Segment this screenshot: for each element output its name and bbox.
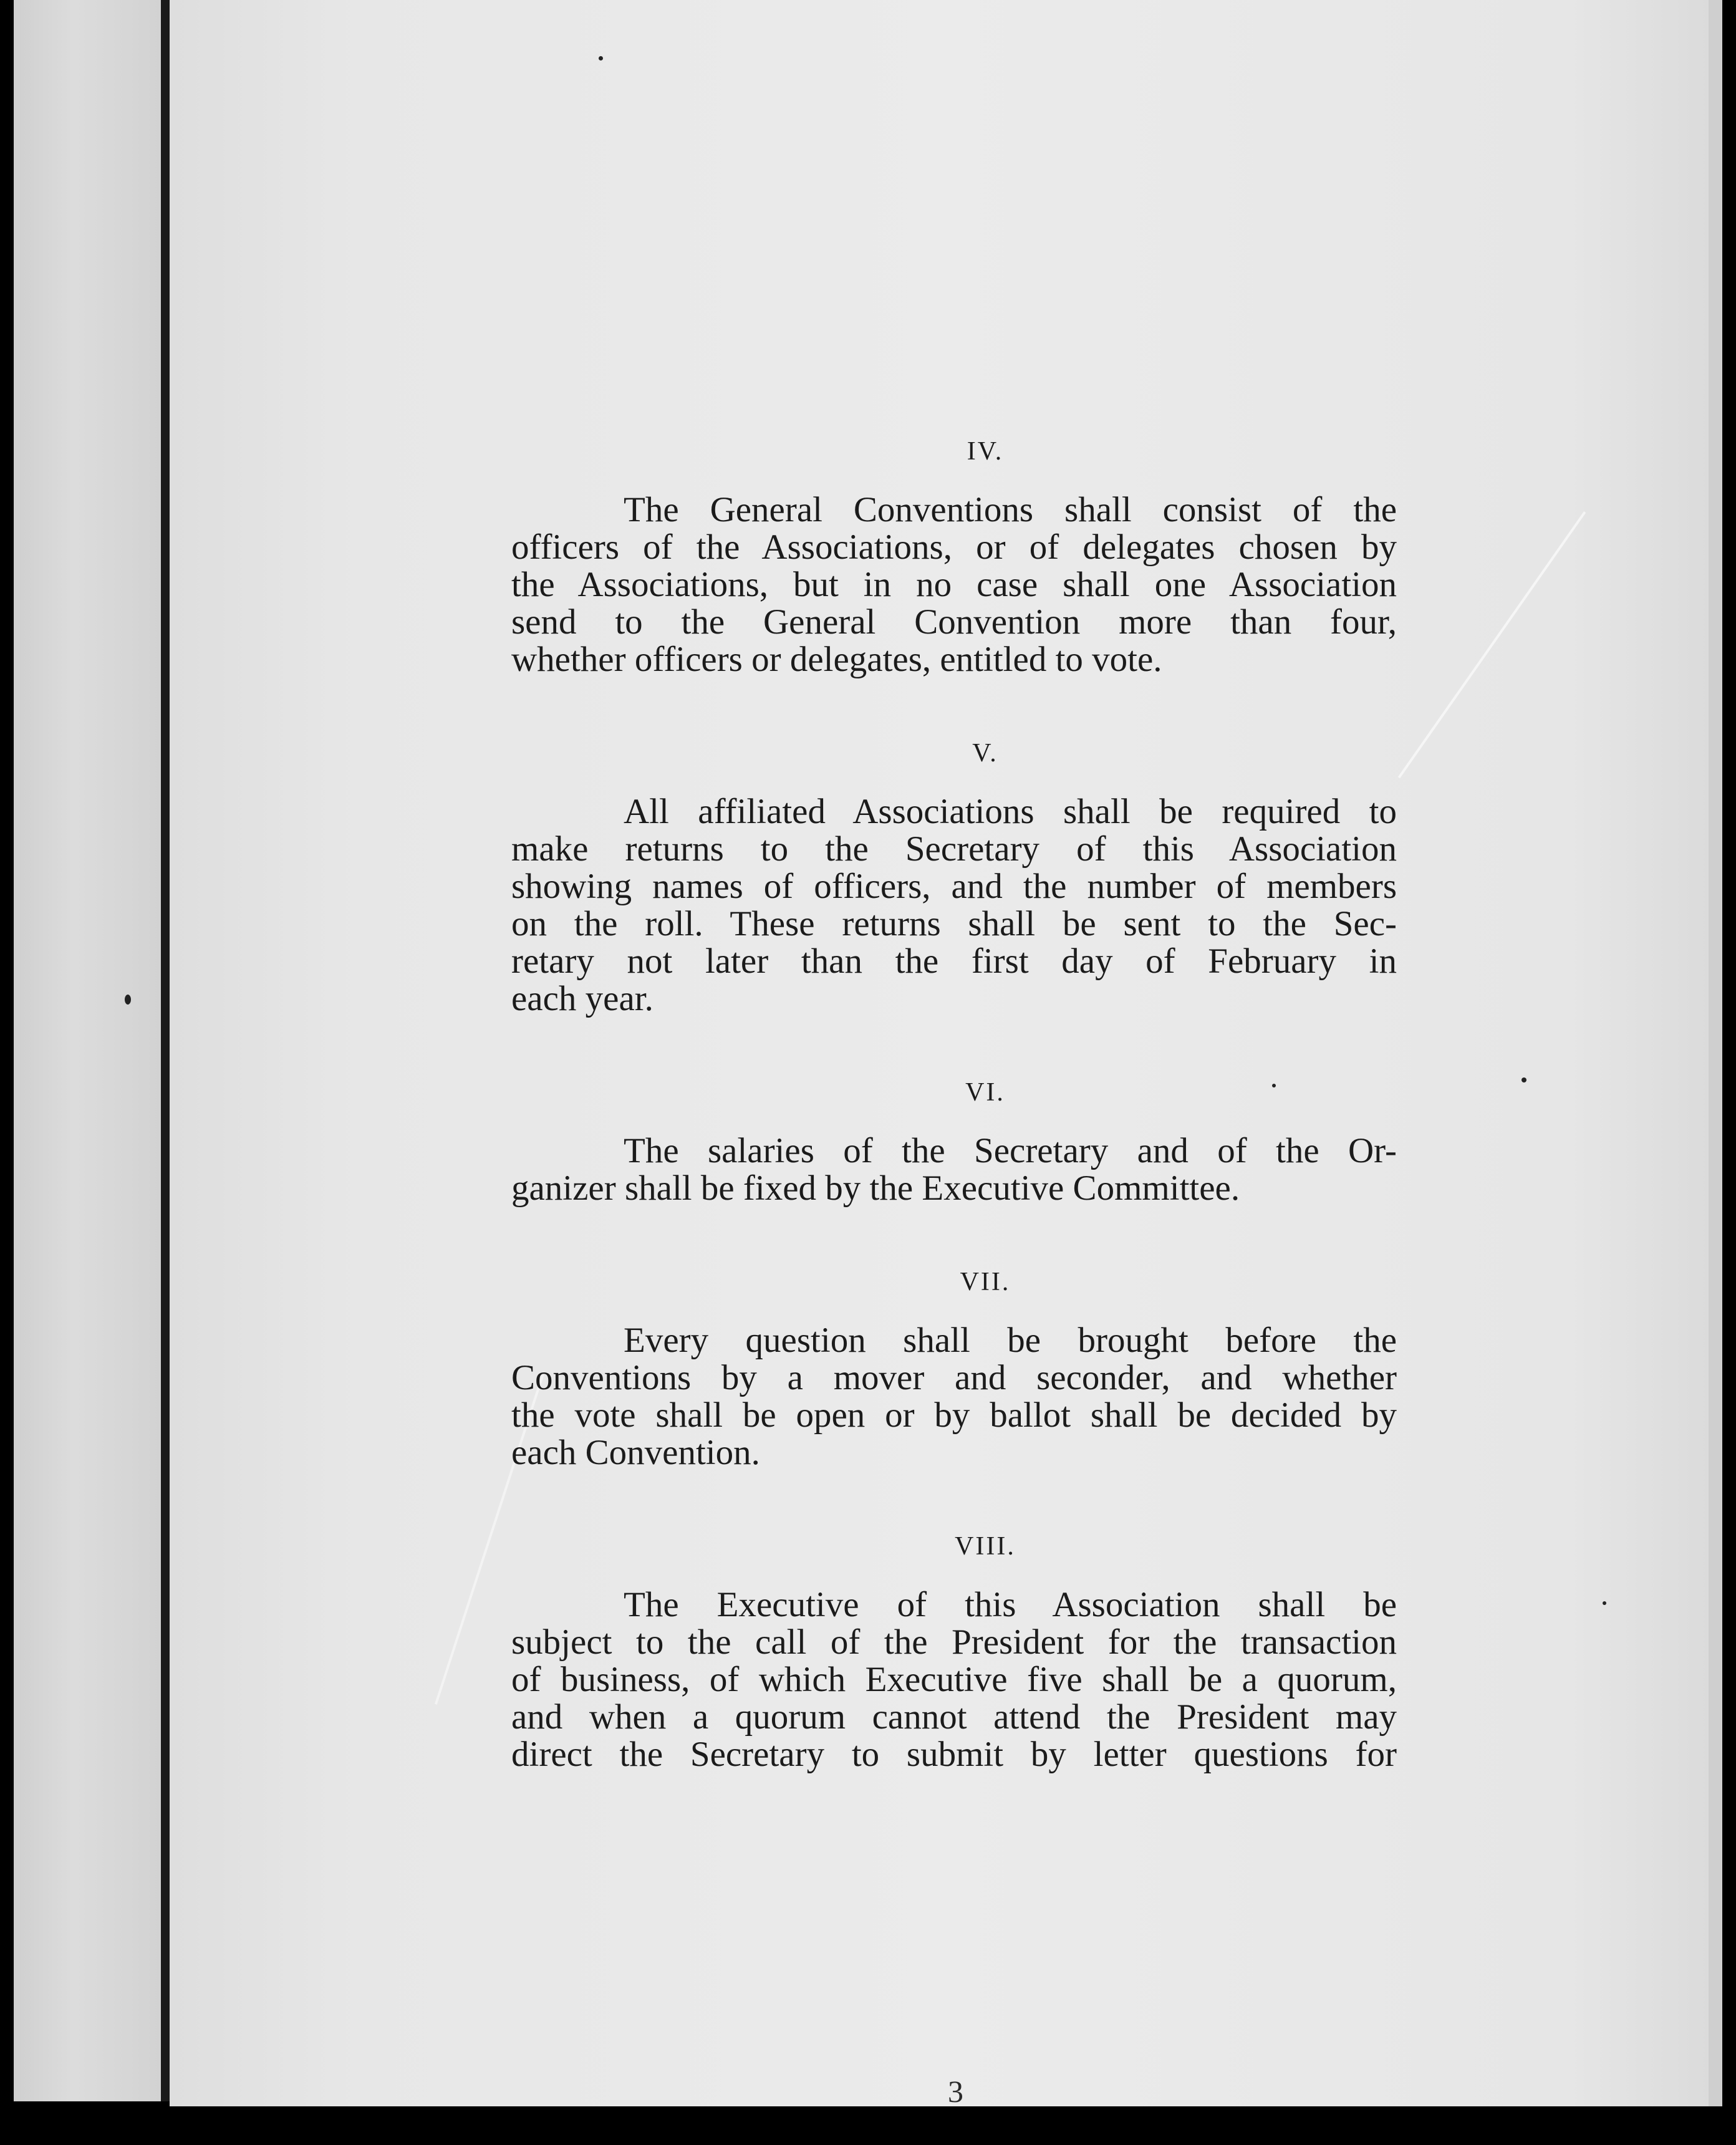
article-section [511, 1267, 1397, 1472]
text-line: the Associations, but in no case shall one Association [511, 565, 1397, 604]
article-section [511, 1077, 1397, 1207]
text-line: showing names of officers, and the number of members [511, 867, 1397, 906]
text-line: whether officers or delegates, entitled to vote. [511, 640, 1162, 679]
article-section [511, 1531, 1397, 1773]
text-line: ganizer shall be fixed by the Executive Committee. [511, 1169, 1240, 1208]
previous-leaf-edge [14, 0, 162, 2101]
text-line: of business, of which Executive five shall be a quorum, [511, 1660, 1397, 1699]
section-heading: IV. [967, 437, 1004, 466]
text-line: subject to the call of the President for the transaction [511, 1622, 1397, 1662]
page-number: 3 [948, 2074, 963, 2109]
section-body [511, 1132, 1397, 1207]
section-body [511, 793, 1397, 1018]
text-line: Every question shall be brought before the [624, 1321, 1397, 1360]
text-line: All affiliated Associations shall be required to [624, 792, 1397, 831]
scan-speck [599, 56, 603, 60]
text-line: retary not later than the first day of February in [511, 942, 1397, 981]
text-line: Conventions by a mover and seconder, and whether [511, 1358, 1397, 1397]
text-line: send to the General Convention more than four, [511, 602, 1397, 642]
scan-speck [1521, 1077, 1526, 1082]
article-section [511, 436, 1397, 678]
text-line: officers of the Associations, or of delegates chosen by [511, 528, 1397, 567]
section-heading: VII. [960, 1268, 1011, 1296]
text-line: The salaries of the Secretary and of the Or- [624, 1131, 1397, 1170]
article-section [511, 738, 1397, 1018]
section-body [511, 1322, 1397, 1472]
bottom-margin [0, 2106, 1736, 2145]
text-line: make returns to the Secretary of this Association [511, 829, 1397, 869]
text-line: each year. [511, 979, 653, 1018]
scan-speck [1603, 1601, 1606, 1605]
section-heading: V. [972, 739, 998, 768]
scan-speck [125, 995, 131, 1005]
section-heading: VIII. [955, 1532, 1016, 1561]
text-line: the vote shall be open or by ballot shall be decided by [511, 1395, 1397, 1435]
section-body [511, 1586, 1397, 1773]
text-line: The Executive of this Association shall be [624, 1585, 1397, 1624]
section-heading: VI. [965, 1078, 1005, 1107]
page-right-edge [1709, 0, 1722, 2106]
text-line: on the roll. These returns shall be sent to the Sec- [511, 904, 1397, 943]
article-text [511, 436, 1397, 1773]
text-line: direct the Secretary to submit by letter questions for [511, 1735, 1397, 1774]
text-line: and when a quorum cannot attend the President may [511, 1697, 1397, 1737]
section-body [511, 491, 1397, 678]
text-line: each Convention. [511, 1433, 760, 1472]
binding-fold [161, 0, 170, 2101]
text-line: The General Conventions shall consist of the [624, 490, 1397, 529]
